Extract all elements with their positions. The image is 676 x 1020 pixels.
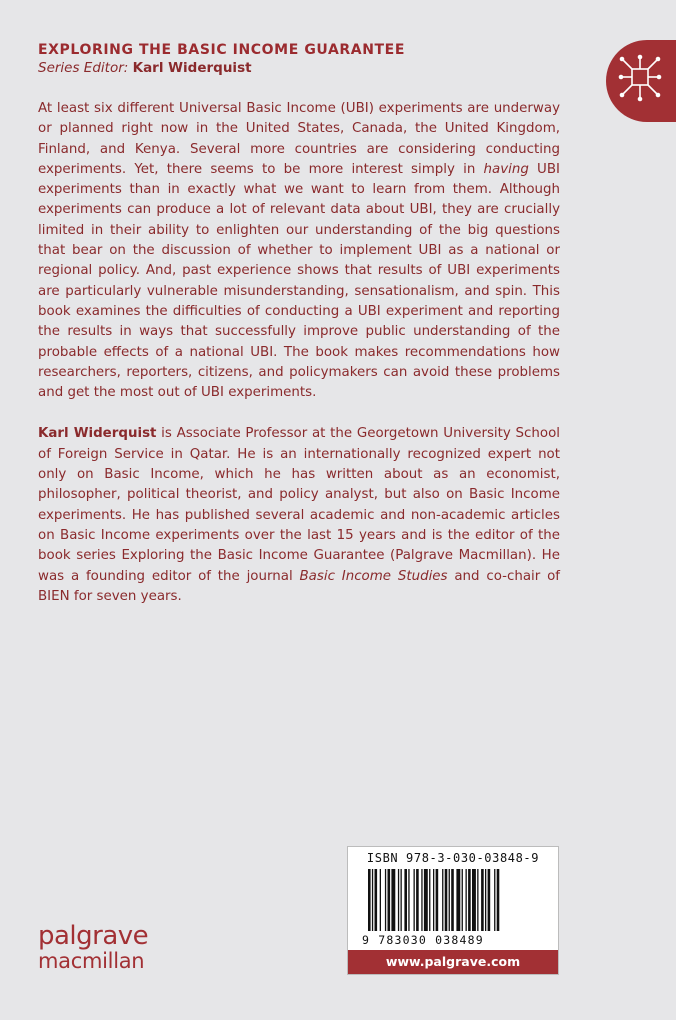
journal-title: Basic Income Studies: [299, 568, 448, 584]
publisher-logo: [38, 923, 148, 972]
series-editor: [38, 59, 405, 77]
series-title: EXPLORING THE BASIC INCOME GUARANTEE: [38, 42, 406, 58]
book-description: [38, 99, 560, 403]
bio-part-1: is Associate Professor at the Georgetown University School of Foreign Service in Qatar. He is an internationally recognized expert not only on Basic Income, which he has written about as an economist, philosopher, political theorist, and policy analyst, but also on Basic Income experiments. He has published several academic and non-academic articles on Basic Income experiments over the last 15 years and is the editor of the book series Exploring the Basic Income Guarantee (Palgrave Macmillan). He was a founding editor of the journal: [38, 426, 560, 584]
palgrave-network-icon: [618, 52, 662, 108]
author-name: Karl Widerquist: [38, 426, 157, 442]
description-part-1: At least six different Universal Basic Income (UBI) experiments are underway or planned right now in the United States, Canada, the United Kingdom, Finland, and Kenya. Several more countries are considering conducting experiments. Yet, there seems to be more interest simply in: [38, 101, 560, 177]
series-editor-name: Karl Widerquist: [132, 60, 252, 76]
publisher-website: www.palgrave.com: [348, 950, 558, 974]
barcode-icon: [368, 869, 538, 931]
description-emphasis: having: [483, 161, 529, 177]
author-bio: [38, 424, 560, 607]
palgrave-logo-tab: [606, 40, 676, 122]
back-cover-text: [38, 99, 560, 607]
publisher-line-1: palgrave: [38, 921, 149, 951]
isbn-label: ISBN 978-3-030-03848-9: [366, 851, 540, 865]
series-editor-label: Series Editor:: [38, 60, 129, 76]
bio-part-2: and co-chair of BIEN for seven years.: [38, 568, 560, 604]
description-part-2: UBI experiments than in exactly what we want to learn from them. Although experiments can produce a lot of relevant data about UBI, they are crucially limited in their ability to enlighten our understanding of the big questions that bear on the discussion of whether to implement UBI as a national or regional policy. And, past experience shows that results of UBI experiments are particularly vulnerable misunderstanding, sensationalism, and spin. This book examines the difficulties of conducting a UBI experiment and reporting the results in ways that successfully improve public understanding of the probable effects of a national UBI. The book makes recommendations how researchers, reporters, citizens, and policymakers can avoid these problems and get the most out of UBI experiments.: [38, 161, 560, 401]
series-header: [38, 41, 405, 77]
publisher-line-2: macmillan: [38, 949, 145, 973]
barcode-digits: 9 783030 038489: [362, 933, 484, 947]
isbn-barcode-box: [347, 846, 559, 975]
